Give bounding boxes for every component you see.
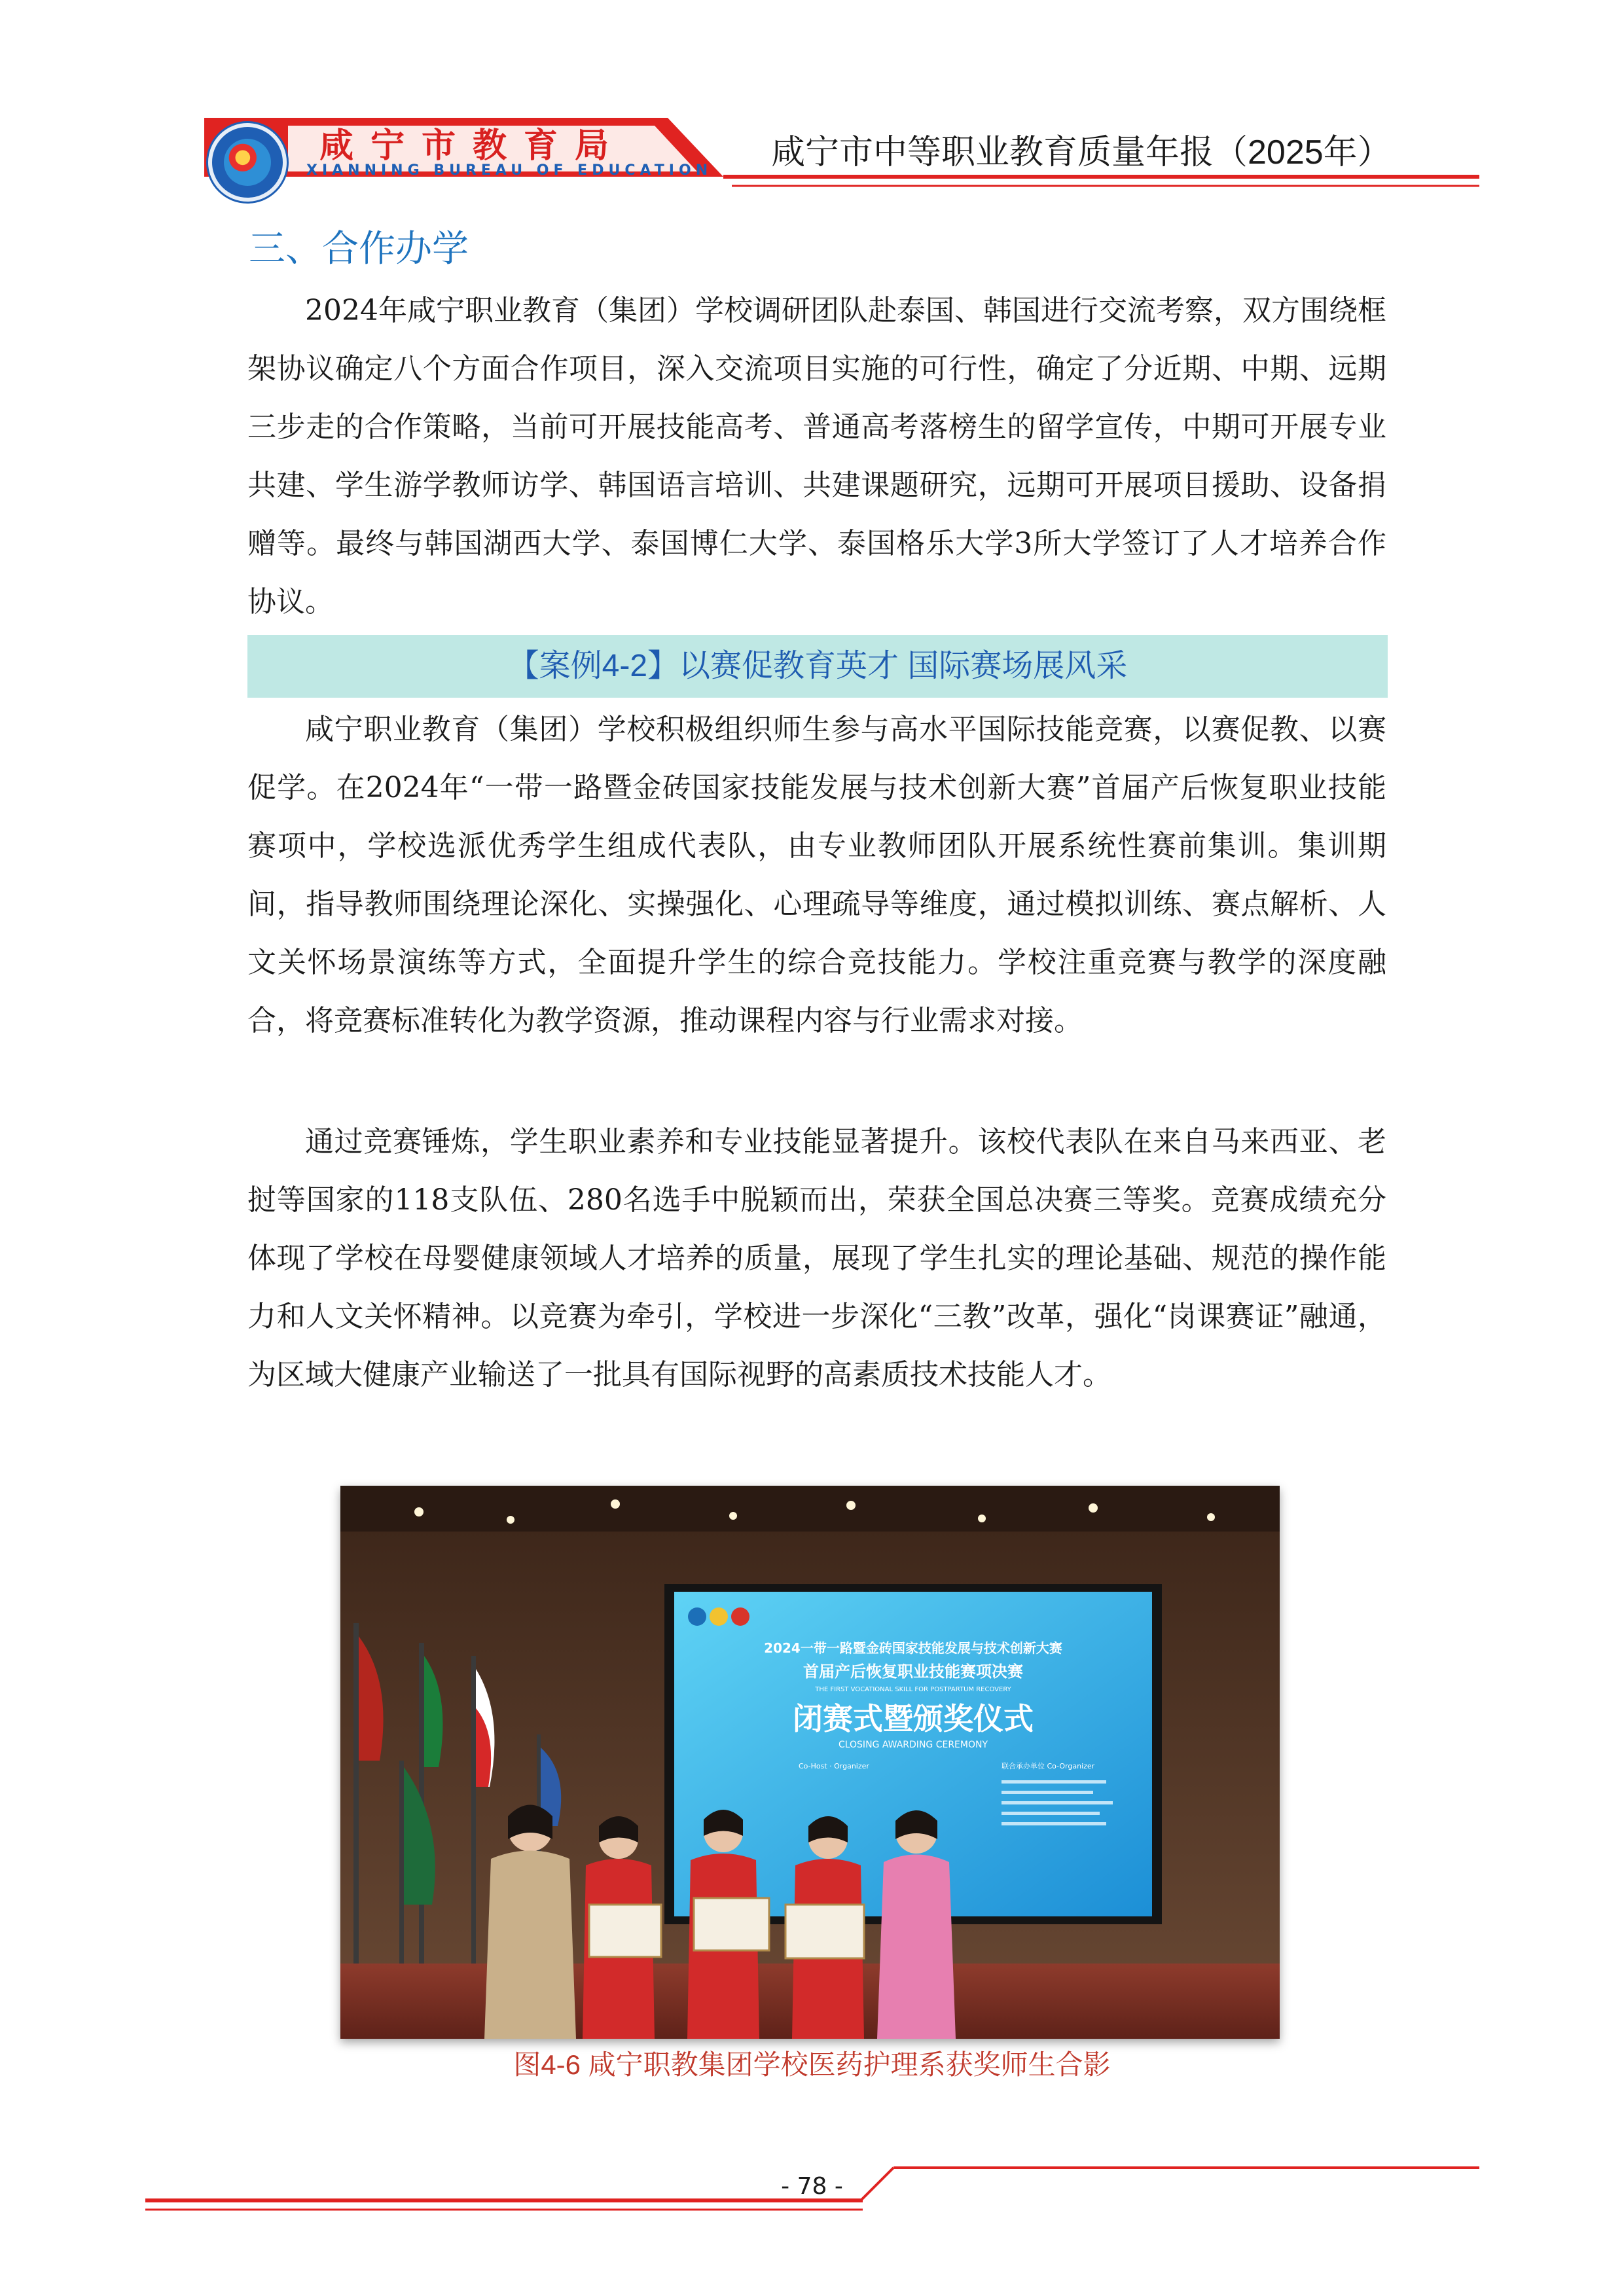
screen-line-4: 闭赛式暨颁奖仪式 xyxy=(793,1701,1034,1736)
award-photo-illustration xyxy=(340,1486,1280,2039)
screen-co-organizer: 联合承办单位 Co-Organizer xyxy=(1001,1762,1095,1770)
case-title-bar xyxy=(247,635,1388,698)
report-title: 咸宁市中等职业教育质量年报（2025年） xyxy=(771,134,1392,171)
case-title: 【案例4-2】以赛促教育英才 国际赛场展风采 xyxy=(507,649,1128,683)
case-paragraph-1: 咸宁职业教育（集团）学校积极组织师生参与高水平国际技能竞赛，以赛促教、以赛促学。在2024年“一带一路暨金砖国家技能发展与技术创新大赛”首届产后恢复职业技能赛项中，学校选派优秀学生组成代表队，由专业教师团队开展系统性赛前集训。集训期间，指导教师围绕理论深化、实操强化、心理疏导等维度，通过模拟训练、赛点解析、人文关怀场景演练等方式，全面提升学生的综合竞技能力。学校注重竞赛与教学的深度融合，将竞赛标准转化为教学资源，推动课程内容与行业需求对接。 xyxy=(247,713,1386,1037)
screen-line-5: CLOSING AWARDING CEREMONY xyxy=(838,1740,988,1750)
org-name-en: XIANNING BUREAU OF EDUCATION xyxy=(306,162,713,179)
case-paragraph-2: 通过竞赛锤炼，学生职业素养和专业技能显著提升。该校代表队在来自马来西亚、老挝等国家的118支队伍、280名选手中脱颖而出，荣获全国总决赛三等奖。竞赛成绩充分体现了学校在母婴健康领域人才培养的质量，展现了学生扎实的理论基础、规范的操作能力和人文关怀精神。以竞赛为牵引，学校进一步深化“三教”改革，强化“岗课赛证”融通，为区域大健康产业输送了一批具有国际视野的高素质技术技能人才。 xyxy=(247,1125,1386,1391)
org-name-cn: 咸宁市教育局 xyxy=(319,126,626,166)
bureau-emblem-icon xyxy=(208,123,287,202)
section-paragraph: 2024年咸宁职业教育（集团）学校调研团队赴泰国、韩国进行交流考察，双方围绕框架协议确定八个方面合作项目，深入交流项目实施的可行性，确定了分近期、中期、远期三步走的合作策略，当前可开展技能高考、普通高考落榜生的留学宣传，中期可开展专业共建、学生游学教师访学、韩国语言培训、共建课题研究，远期可开展项目援助、设备捐赠等。最终与韩国湖西大学、泰国博仁大学、泰国格乐大学3所大学签订了人才培养合作协议。 xyxy=(247,294,1386,619)
screen-organizer: Co-Host · Organizer xyxy=(799,1762,869,1770)
screen-line-2: 首届产后恢复职业技能赛项决赛 xyxy=(803,1662,1023,1681)
section-title: 三、合作办学 xyxy=(249,228,469,269)
page-header xyxy=(0,0,1624,196)
photo-caption: 图4-6 咸宁职教集团学校医药护理系获奖师生合影 xyxy=(513,2049,1111,2080)
page-number: - 78 - xyxy=(781,2173,843,2200)
screen-line-3: THE FIRST VOCATIONAL SKILL FOR POSTPARTUM RECOVERY xyxy=(815,1686,1011,1693)
screen-line-1: 2024一带一路暨金砖国家技能发展与技术创新大赛 xyxy=(764,1640,1062,1656)
award-photo xyxy=(340,1486,1280,2039)
